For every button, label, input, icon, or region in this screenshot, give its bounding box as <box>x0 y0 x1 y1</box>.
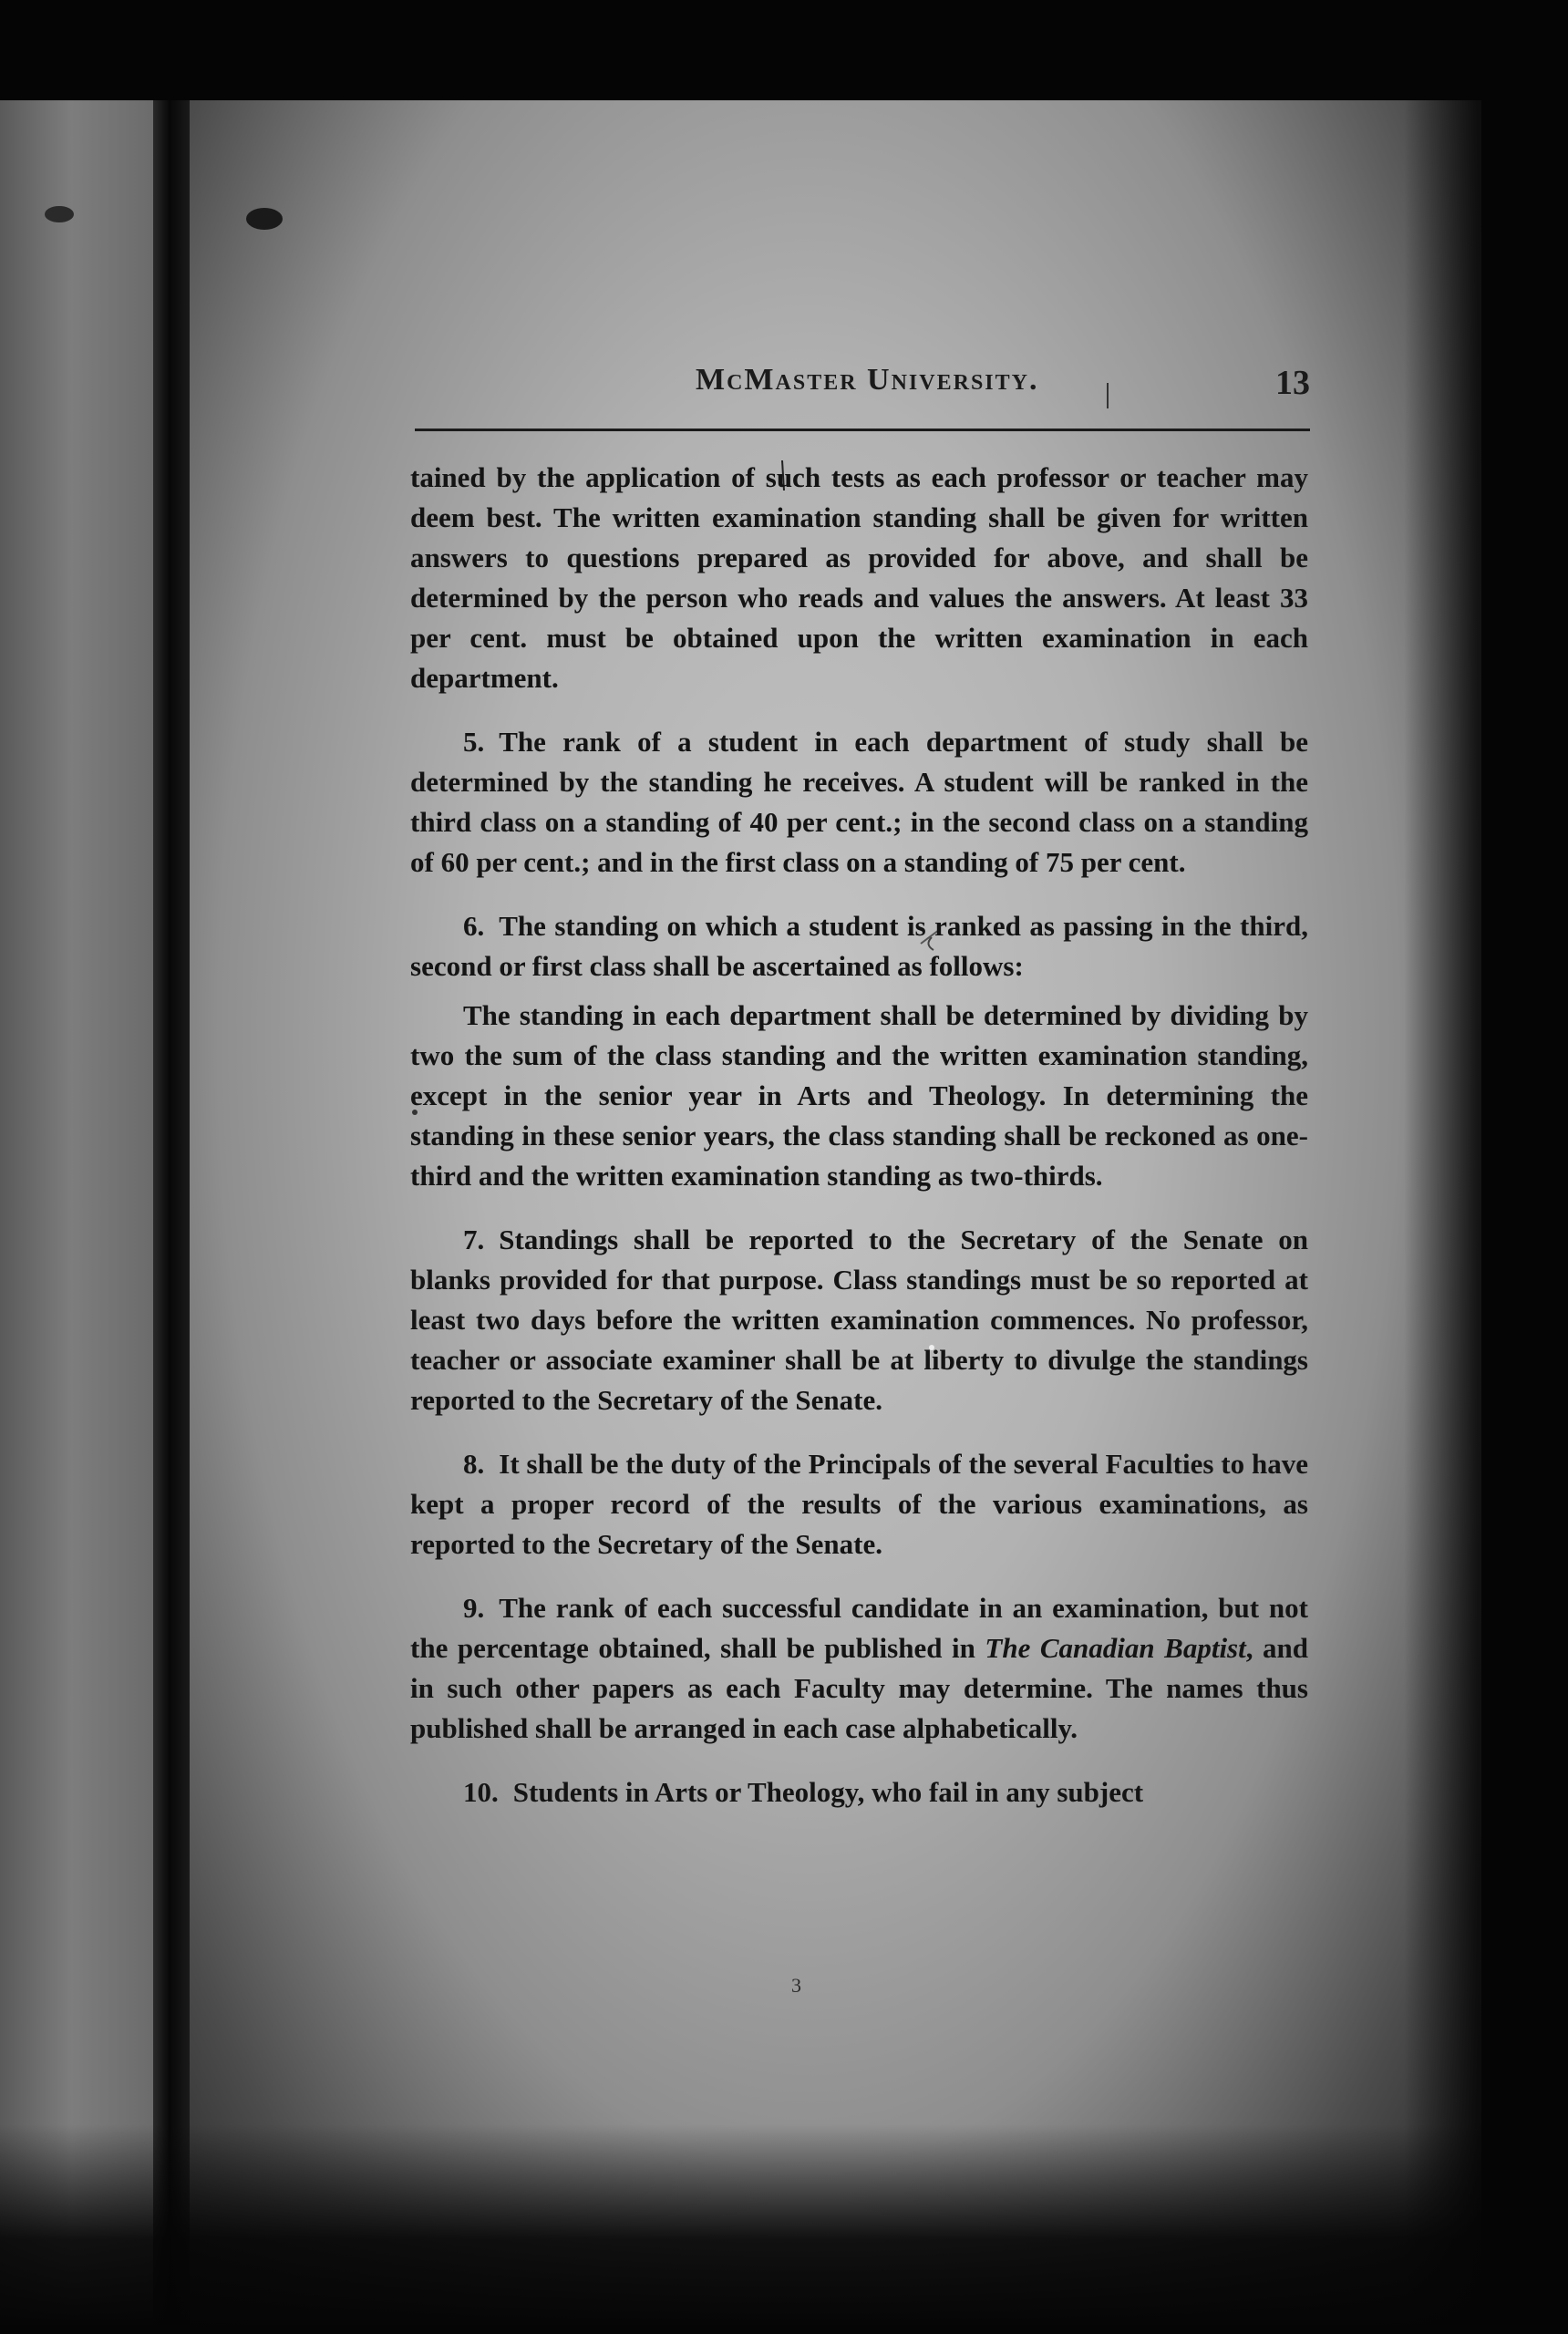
paragraph-number: 7. <box>463 1224 485 1255</box>
scan-shadow-bottom <box>0 2124 1568 2334</box>
paragraph-number: 5. <box>463 726 485 758</box>
newspaper-title: The Canadian Baptist <box>985 1632 1246 1664</box>
paragraph-text: The rank of a student in each department of study shall be determined by the standing he receives. A student will be ranked in the third class on a standing of 40 per cent.; in the second class on a standing of 60 per cent.; and in the first class on a standing of 75 per cent. <box>410 726 1308 878</box>
paragraph-text: tained by the application of such tests as each professor or teacher may deem best. The written examination standing shall be given for written answers to questions prepared as provided for above, and shall be determined by the person who reads and values the answers. At least 33 per cent. must be obtained upon the written examination in each department. <box>410 461 1308 694</box>
body-text <box>410 458 1308 1836</box>
paragraph-number: 6. <box>463 910 485 942</box>
header-rule <box>415 429 1310 431</box>
paragraph-text: Students in Arts or Theology, who fail in any subject <box>512 1776 1144 1808</box>
paragraph-continued <box>410 458 1308 698</box>
paragraph-9 <box>410 1588 1308 1749</box>
page-header <box>415 363 1310 408</box>
paragraph-text: The standing in each department shall be determined by dividing by two the sum of the class standing and the written examination standing, except in the senior year in Arts and Theology. In determining the standing in these senior years, the class standing shall be reckoned as one-third and the written examination standing as two-thirds. <box>410 999 1308 1192</box>
running-head: McMaster University. <box>696 363 1039 397</box>
scan-shadow-right <box>1404 0 1568 2334</box>
paragraph-text: The standing on which a student is ranked as passing in the third, second or first class shall be ascertained as follows: <box>410 910 1308 982</box>
paragraph-text-after: , and in such other papers as each Faculty may determine. The names thus published shall be arranged in each case alphabetically. <box>410 1632 1309 1744</box>
page-number: 13 <box>1275 364 1310 402</box>
paragraph-5 <box>410 722 1308 883</box>
paragraph-6-continued <box>410 996 1308 1196</box>
paragraph-number: 8. <box>463 1448 485 1480</box>
paragraph-number: 10. <box>463 1776 499 1808</box>
paragraph-7 <box>410 1220 1308 1420</box>
paragraph-8 <box>410 1444 1308 1565</box>
paragraph-text: Standings shall be reported to the Secretary of the Senate on blanks provided for that purpose. Class standings must be so reported at least two days before the written examination commences. No professor, teacher or associate examiner shall be at liberty to divulge the standings reported to the Secretary of the Senate. <box>410 1224 1308 1416</box>
signature-mark: 3 <box>791 1974 801 1997</box>
paragraph-text-before: The rank of each successful candidate in an examination, but not the percentage obtained, shall be published in <box>410 1592 1308 1664</box>
paragraph-6 <box>410 906 1308 986</box>
paragraph-10 <box>410 1772 1308 1812</box>
paragraph-text: It shall be the duty of the Principals of the several Faculties to have kept a proper record of the results of the various examinations, as reported to the Secretary of the Senate. <box>410 1448 1308 1560</box>
paragraph-number: 9. <box>463 1592 485 1624</box>
